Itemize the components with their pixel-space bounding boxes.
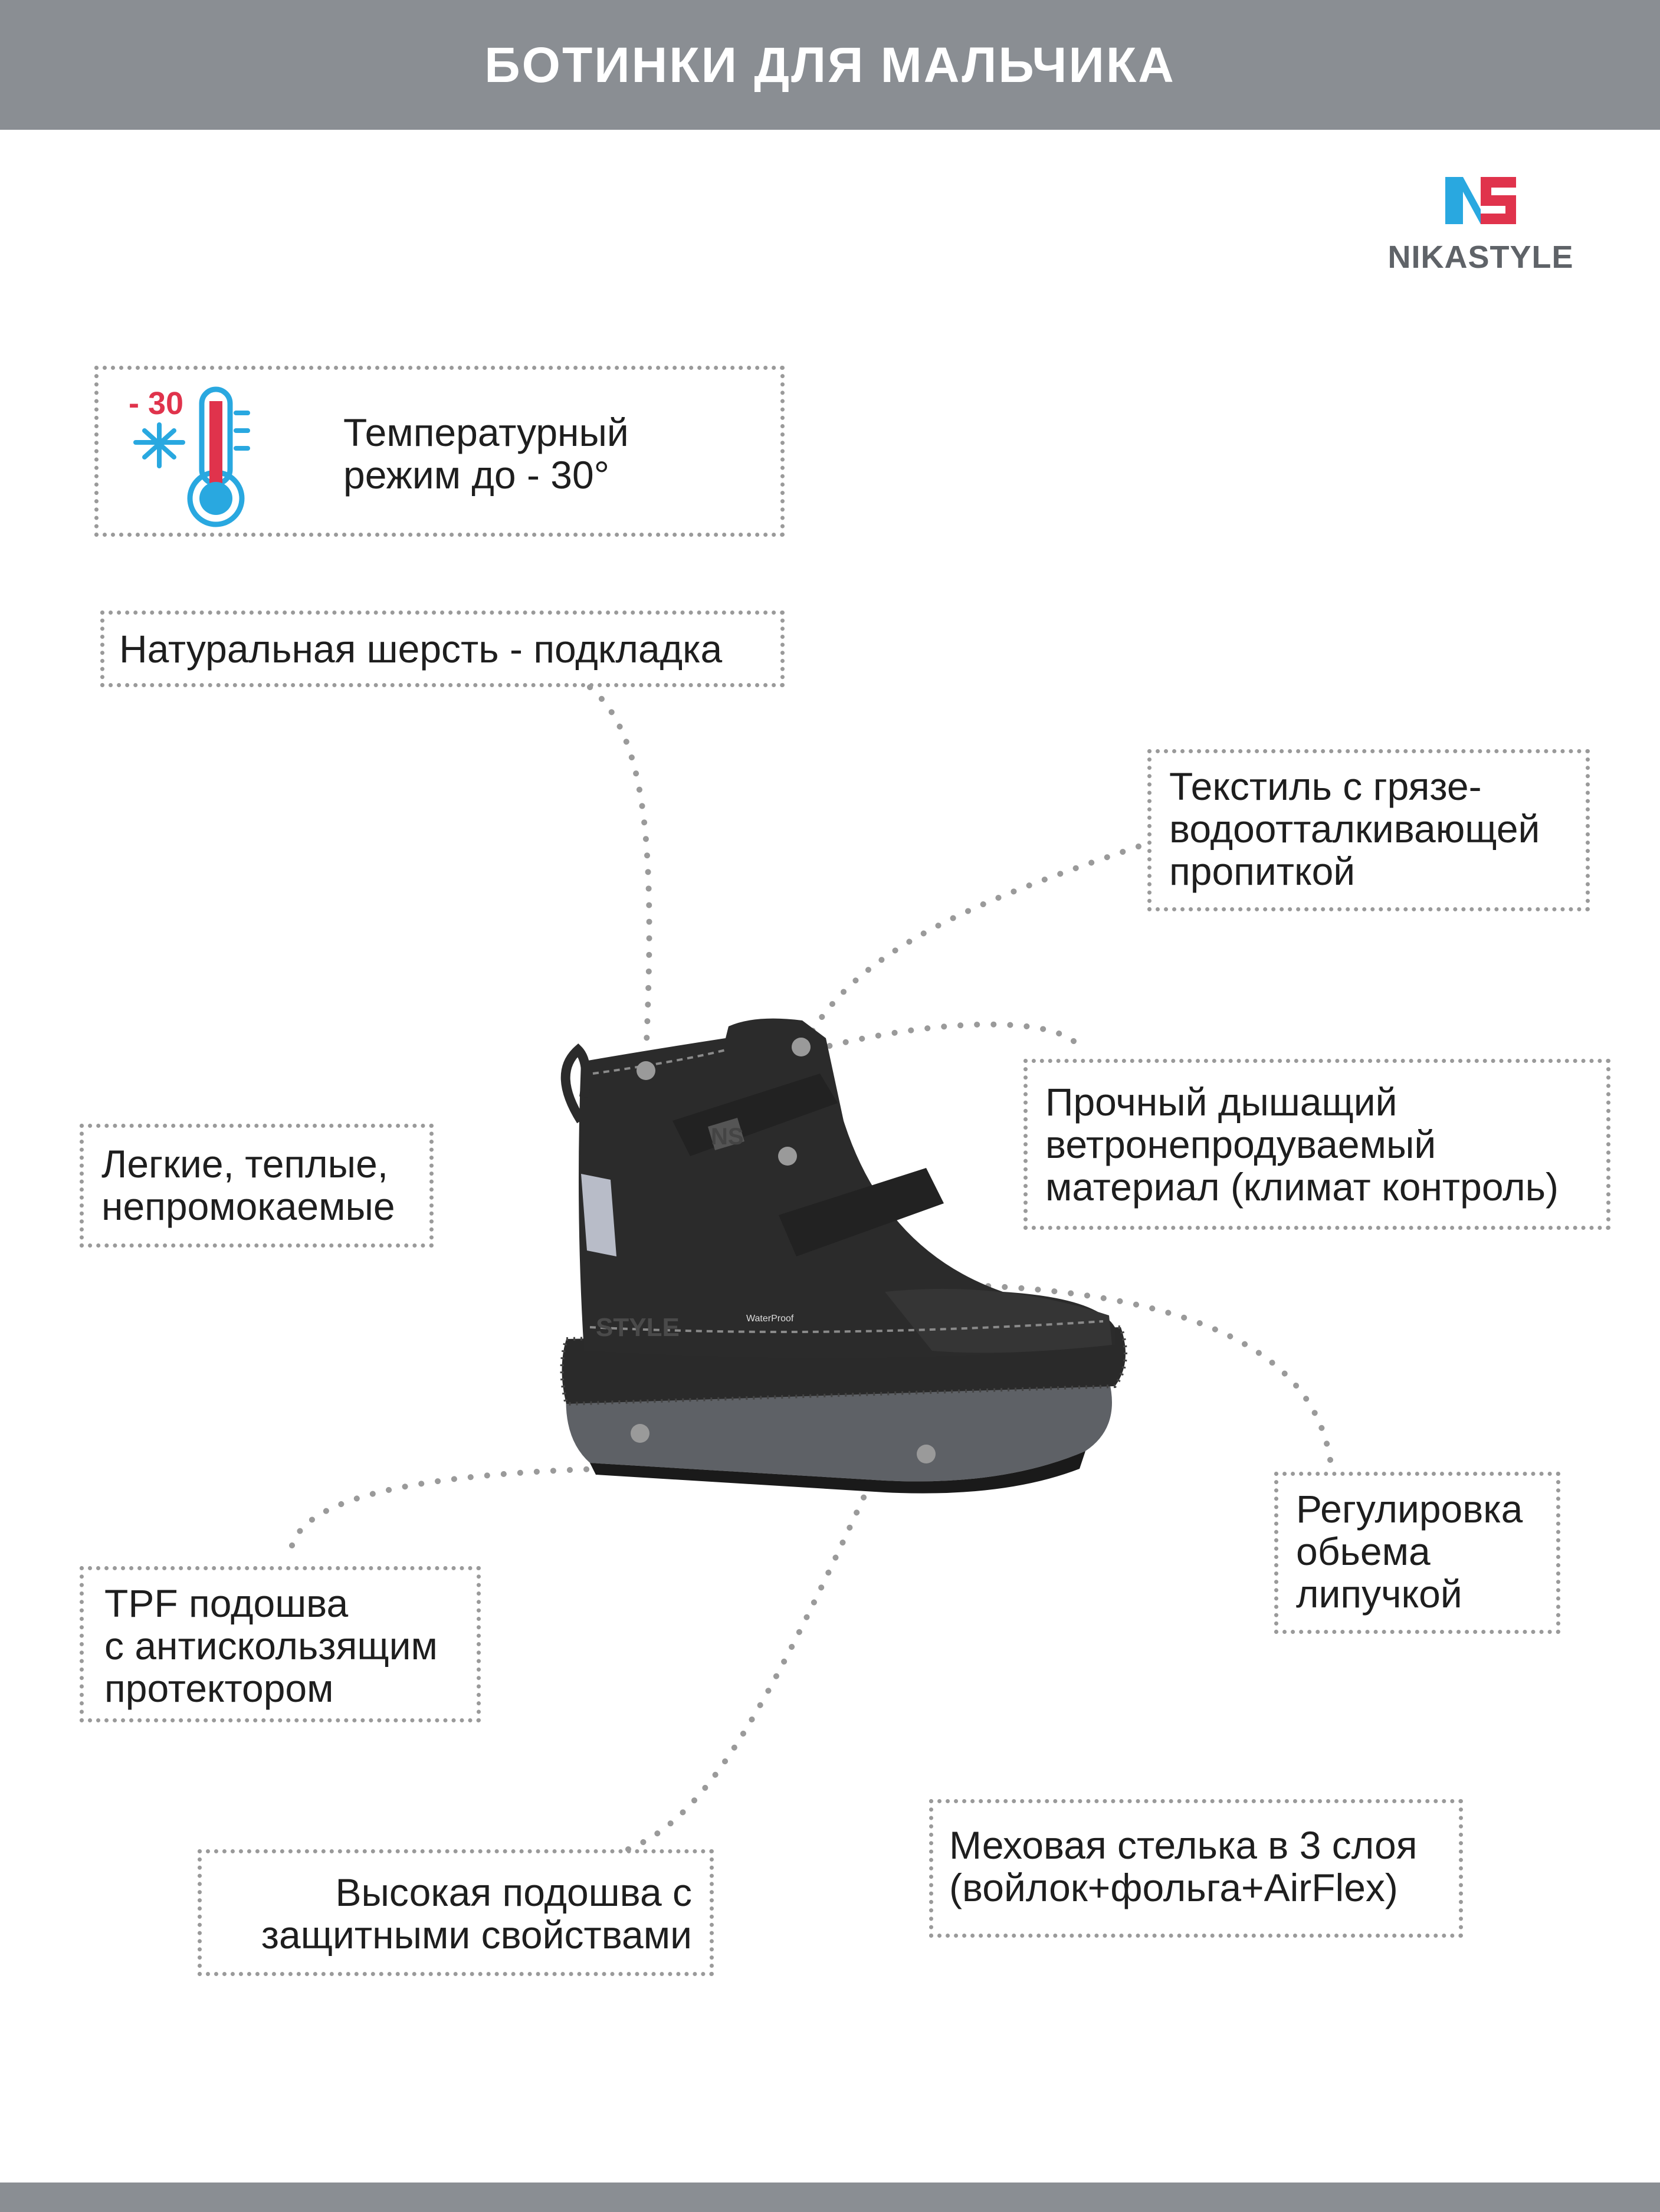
boot-side-text: STYLE <box>596 1313 680 1342</box>
leader-material <box>802 1025 1074 1053</box>
waterproof-badge: WaterProof <box>746 1314 794 1324</box>
high-sole-line1: Высокая подошва с <box>335 1870 692 1914</box>
material-line2: ветронепродуваемый <box>1045 1123 1436 1166</box>
brand-name: NIKASTYLE <box>1387 239 1574 275</box>
feature-high-sole <box>198 1849 714 1976</box>
svg-text:- 30: - 30 <box>129 386 184 421</box>
leader-textile <box>808 846 1139 1038</box>
wool-text: Натуральная шерсть - подкладка <box>119 627 723 671</box>
light-line1: Легкие, теплые, <box>101 1142 389 1186</box>
feature-textile <box>1147 749 1590 911</box>
velcro-line2: обьема <box>1296 1530 1431 1573</box>
light-line2: непромокаемые <box>101 1184 395 1228</box>
insole-line1: Меховая стелька в 3 слоя <box>949 1823 1418 1867</box>
textile-line2: водоотталкивающей <box>1169 807 1540 851</box>
feature-sole <box>80 1566 481 1722</box>
velcro-line3: липучкой <box>1296 1572 1462 1616</box>
velcro-line1: Регулировка <box>1296 1487 1523 1531</box>
feature-insole <box>929 1799 1463 1938</box>
material-line3: материал (климат контроль) <box>1045 1165 1559 1209</box>
sole-line1: TPF подошва <box>104 1581 349 1625</box>
insole-line2: (войлок+фольга+AirFlex) <box>949 1866 1398 1909</box>
textile-line1: Текстиль с грязе- <box>1169 764 1482 808</box>
thermometer-icon <box>124 378 254 531</box>
leader-wool <box>590 687 649 1056</box>
leader-high-sole <box>628 1451 885 1849</box>
feature-wool <box>100 611 785 687</box>
leader-sole <box>292 1469 602 1545</box>
boot-strap-logo: NS <box>711 1124 744 1150</box>
temperature-line2: режим до - 30° <box>343 453 610 497</box>
temperature-line1: Температурный <box>343 411 629 454</box>
high-sole-line2: защитными свойствами <box>261 1913 692 1957</box>
footer-bar <box>0 2183 1660 2212</box>
sole-line3: протектором <box>104 1666 334 1710</box>
page-title: БОТИНКИ ДЛЯ МАЛЬЧИКА <box>484 37 1176 93</box>
material-line1: Прочный дышащий <box>1045 1080 1397 1124</box>
sole-line2: с антискользящим <box>104 1624 438 1668</box>
textile-line3: пропиткой <box>1169 849 1356 893</box>
feature-velcro <box>1274 1472 1560 1634</box>
feature-light <box>80 1124 434 1248</box>
feature-material <box>1023 1059 1610 1230</box>
